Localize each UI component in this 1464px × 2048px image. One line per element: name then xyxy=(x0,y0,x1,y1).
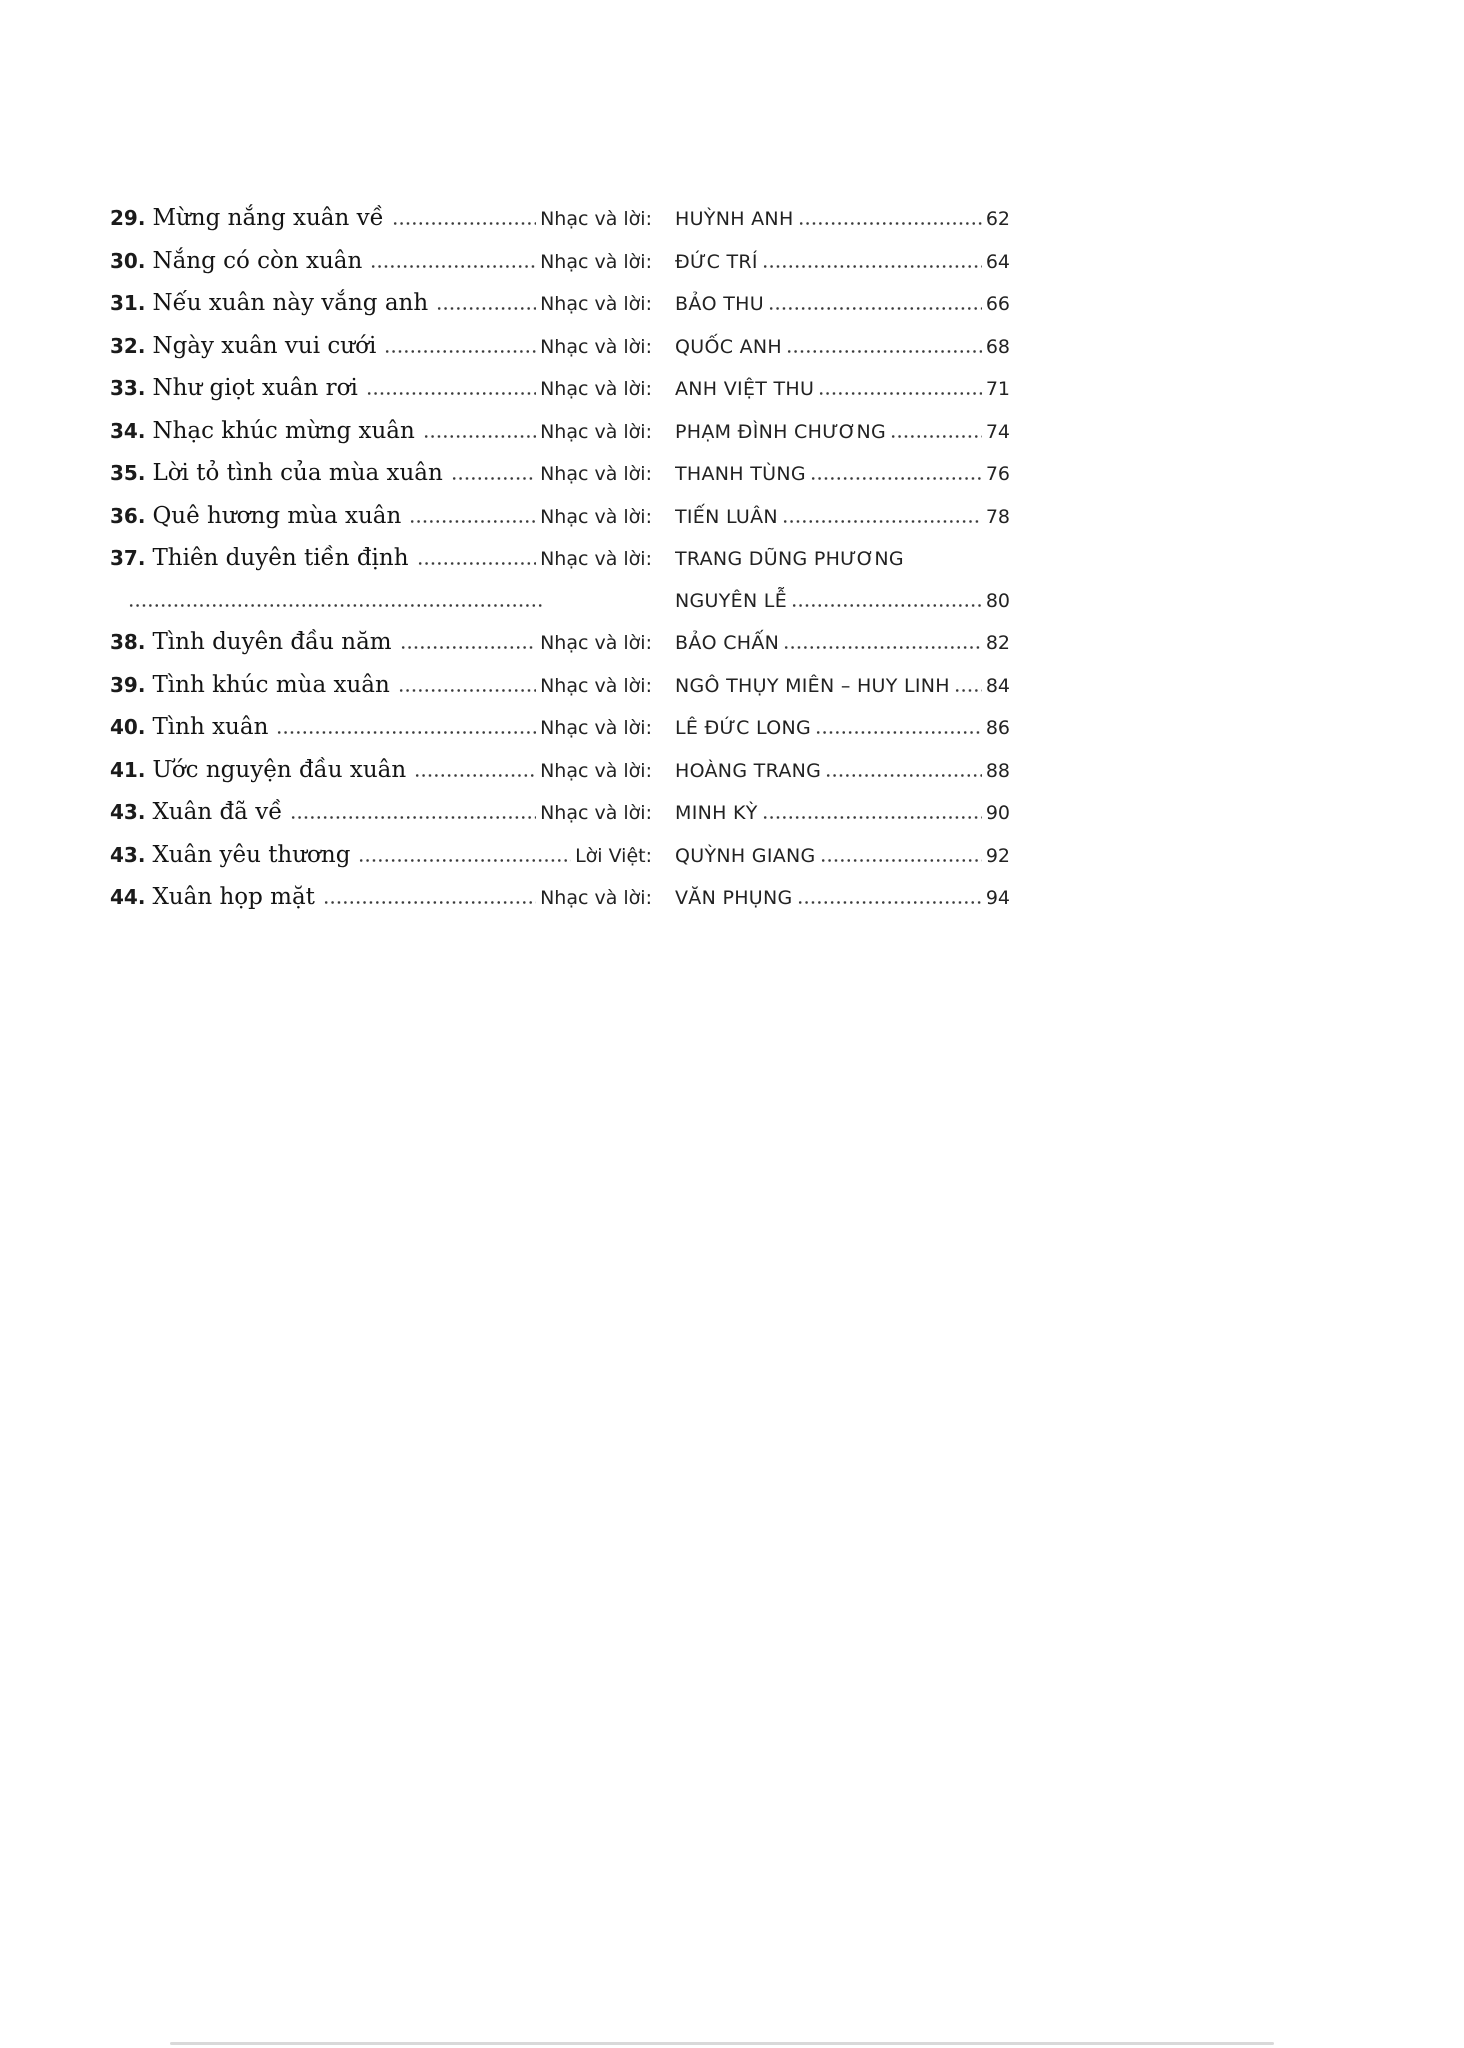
dot-leader xyxy=(768,307,982,310)
entry-number: 35. xyxy=(110,461,146,485)
dot-leader xyxy=(762,816,982,819)
toc-entry xyxy=(110,841,1010,870)
entry-number: 43. xyxy=(110,842,146,867)
song-title: Lời tỏ tình của mùa xuân xyxy=(152,460,443,486)
entry-number: 34. xyxy=(110,418,146,443)
credit-label: Nhạc và lời: xyxy=(540,802,652,824)
author-name: QUỲNH GIANG xyxy=(675,844,816,867)
entry-number: 38. xyxy=(110,630,146,654)
author-column xyxy=(675,757,1010,785)
dot-leader xyxy=(128,604,545,607)
dot-leader xyxy=(791,604,982,607)
credit-label: Nhạc và lời: xyxy=(540,463,652,485)
toc-entry xyxy=(110,247,1010,276)
dot-leader xyxy=(417,562,537,565)
dot-leader xyxy=(798,222,982,225)
song-title: Xuân họp mặt xyxy=(152,884,315,910)
credit-label: Nhạc và lời: xyxy=(540,505,652,528)
dot-leader xyxy=(290,816,536,819)
entry-number: 36. xyxy=(110,503,146,528)
page-number: 86 xyxy=(985,717,1010,739)
song-title: Nhạc khúc mừng xuân xyxy=(152,417,415,444)
song-title: Mừng nắng xuân về xyxy=(152,205,384,231)
entry-number: 37. xyxy=(110,546,146,570)
song-title: Quê hương mùa xuân xyxy=(152,502,402,529)
page-number: 90 xyxy=(985,802,1010,824)
author-name: HOÀNG TRANG xyxy=(675,759,822,782)
dot-leader xyxy=(762,265,982,268)
toc-entry xyxy=(110,289,1010,318)
page-number: 68 xyxy=(985,335,1010,358)
credit-label: Nhạc và lời: xyxy=(540,887,652,909)
dot-leader xyxy=(436,307,536,310)
page-number: 71 xyxy=(985,378,1010,400)
dot-leader xyxy=(400,646,536,649)
credit-label: Nhạc và lời: xyxy=(540,632,652,654)
toc-entry xyxy=(110,502,1010,531)
toc-entry xyxy=(110,332,1010,361)
page-number: 82 xyxy=(985,632,1010,654)
dot-leader xyxy=(820,859,982,862)
author-name: PHẠM ĐÌNH CHƯƠNG xyxy=(675,420,886,443)
toc-entry xyxy=(110,628,1010,657)
credit-label: Nhạc và lời: xyxy=(540,759,652,782)
author-column xyxy=(675,587,1010,615)
toc-entry xyxy=(110,417,1010,446)
page-number: 62 xyxy=(985,208,1010,230)
dot-leader xyxy=(409,520,536,523)
entry-number: 41. xyxy=(110,757,146,782)
page-number: 78 xyxy=(985,505,1010,528)
credit-label: Nhạc và lời: xyxy=(540,420,652,443)
page-number: 76 xyxy=(985,463,1010,485)
song-title: Tình xuân xyxy=(152,714,269,740)
author-column xyxy=(675,884,1010,912)
dot-leader xyxy=(392,222,536,225)
song-title: Ngày xuân vui cưới xyxy=(152,332,377,359)
song-title: Xuân đã về xyxy=(152,799,283,825)
toc-entry xyxy=(110,374,1010,403)
dot-leader xyxy=(782,520,982,523)
author-name: ANH VIỆT THU xyxy=(675,378,815,400)
toc-entry xyxy=(110,544,1010,573)
author-column xyxy=(675,545,1010,573)
author-name: LÊ ĐỨC LONG xyxy=(675,717,812,739)
dot-leader xyxy=(810,477,982,480)
dot-leader xyxy=(815,731,982,734)
song-title: Nắng có còn xuân xyxy=(152,247,363,274)
toc-list xyxy=(110,204,1010,926)
credit-label: Nhạc và lời: xyxy=(540,674,652,697)
author-column xyxy=(675,460,1010,488)
author-column xyxy=(675,672,1010,700)
author-column xyxy=(675,333,1010,361)
dot-leader xyxy=(398,689,536,692)
toc-entry-continuation xyxy=(110,587,1010,615)
dot-leader xyxy=(818,392,982,395)
author-column xyxy=(675,629,1010,657)
entry-number: 32. xyxy=(110,333,146,358)
entry-number: 44. xyxy=(110,885,146,909)
page-number: 74 xyxy=(985,420,1010,443)
entry-number: 31. xyxy=(110,291,146,315)
author-name: NGUYÊN LỄ xyxy=(675,589,787,612)
author-column xyxy=(675,290,1010,318)
dot-leader xyxy=(797,901,982,904)
song-title: Ước nguyện đầu xuân xyxy=(152,756,407,783)
author-column xyxy=(675,418,1010,446)
author-name: HUỲNH ANH xyxy=(675,208,794,230)
toc-entry xyxy=(110,459,1010,488)
author-column xyxy=(675,503,1010,531)
credit-label: Nhạc và lời: xyxy=(540,208,652,230)
toc-entry xyxy=(110,756,1010,785)
toc-entry xyxy=(110,798,1010,827)
author-name: THANH TÙNG xyxy=(675,463,806,485)
page-number: 80 xyxy=(985,589,1010,612)
dot-leader xyxy=(276,731,536,734)
credit-label: Nhạc và lời: xyxy=(540,717,652,739)
song-title: Tình khúc mùa xuân xyxy=(152,671,390,698)
page-number: 64 xyxy=(985,250,1010,273)
entry-number: 40. xyxy=(110,715,146,739)
dot-leader xyxy=(414,774,536,777)
dot-leader xyxy=(358,859,571,862)
author-column xyxy=(675,799,1010,827)
entry-number: 29. xyxy=(110,206,146,230)
dot-leader xyxy=(451,477,536,480)
author-column xyxy=(675,248,1010,276)
entry-number: 39. xyxy=(110,672,146,697)
dot-leader xyxy=(825,774,982,777)
entry-number: 33. xyxy=(110,376,146,400)
author-name: TIẾN LUÂN xyxy=(675,505,778,528)
toc-entry xyxy=(110,204,1010,233)
song-title: Thiên duyên tiền định xyxy=(152,545,409,571)
dot-leader xyxy=(384,350,536,353)
entry-number: 43. xyxy=(110,800,146,824)
author-name: VĂN PHỤNG xyxy=(675,887,793,909)
dot-leader xyxy=(890,435,982,438)
credit-label: Nhạc và lời: xyxy=(540,335,652,358)
dot-leader xyxy=(366,392,536,395)
dot-leader xyxy=(786,350,982,353)
author-column xyxy=(675,714,1010,742)
dot-leader xyxy=(370,265,536,268)
credit-label: Nhạc và lời: xyxy=(540,378,652,400)
dot-leader xyxy=(954,689,982,692)
credit-label: Nhạc và lời: xyxy=(540,548,652,570)
author-name: NGÔ THỤY MIÊN – HUY LINH xyxy=(675,674,950,697)
dot-leader xyxy=(783,646,982,649)
page-number: 94 xyxy=(985,887,1010,909)
toc-entry xyxy=(110,671,1010,700)
author-name: ĐỨC TRÍ xyxy=(675,250,758,273)
author-column xyxy=(675,205,1010,233)
author-name: MINH KỲ xyxy=(675,802,758,824)
toc-entry xyxy=(110,883,1010,912)
dot-leader xyxy=(423,435,536,438)
entry-number: 30. xyxy=(110,248,146,273)
song-title: Như giọt xuân rơi xyxy=(152,375,358,401)
page-number: 66 xyxy=(985,293,1010,315)
song-title: Nếu xuân này vắng anh xyxy=(152,290,429,316)
credit-label: Lời Việt: xyxy=(575,844,652,867)
author-name: BẢO CHẤN xyxy=(675,632,780,654)
song-title: Xuân yêu thương xyxy=(152,841,351,868)
author-name: TRANG DŨNG PHƯƠNG xyxy=(675,548,904,570)
page-edge-shadow xyxy=(170,2042,1274,2045)
page-number: 84 xyxy=(985,674,1010,697)
page-number: 88 xyxy=(985,759,1010,782)
author-name: QUỐC ANH xyxy=(675,335,783,358)
toc-entry xyxy=(110,713,1010,742)
author-column xyxy=(675,842,1010,870)
page-number: 92 xyxy=(985,844,1010,867)
song-title: Tình duyên đầu năm xyxy=(152,629,392,655)
credit-label: Nhạc và lời: xyxy=(540,293,652,315)
credit-label: Nhạc và lời: xyxy=(540,250,652,273)
dot-leader xyxy=(323,901,536,904)
author-name: BẢO THU xyxy=(675,293,764,315)
author-column xyxy=(675,375,1010,403)
